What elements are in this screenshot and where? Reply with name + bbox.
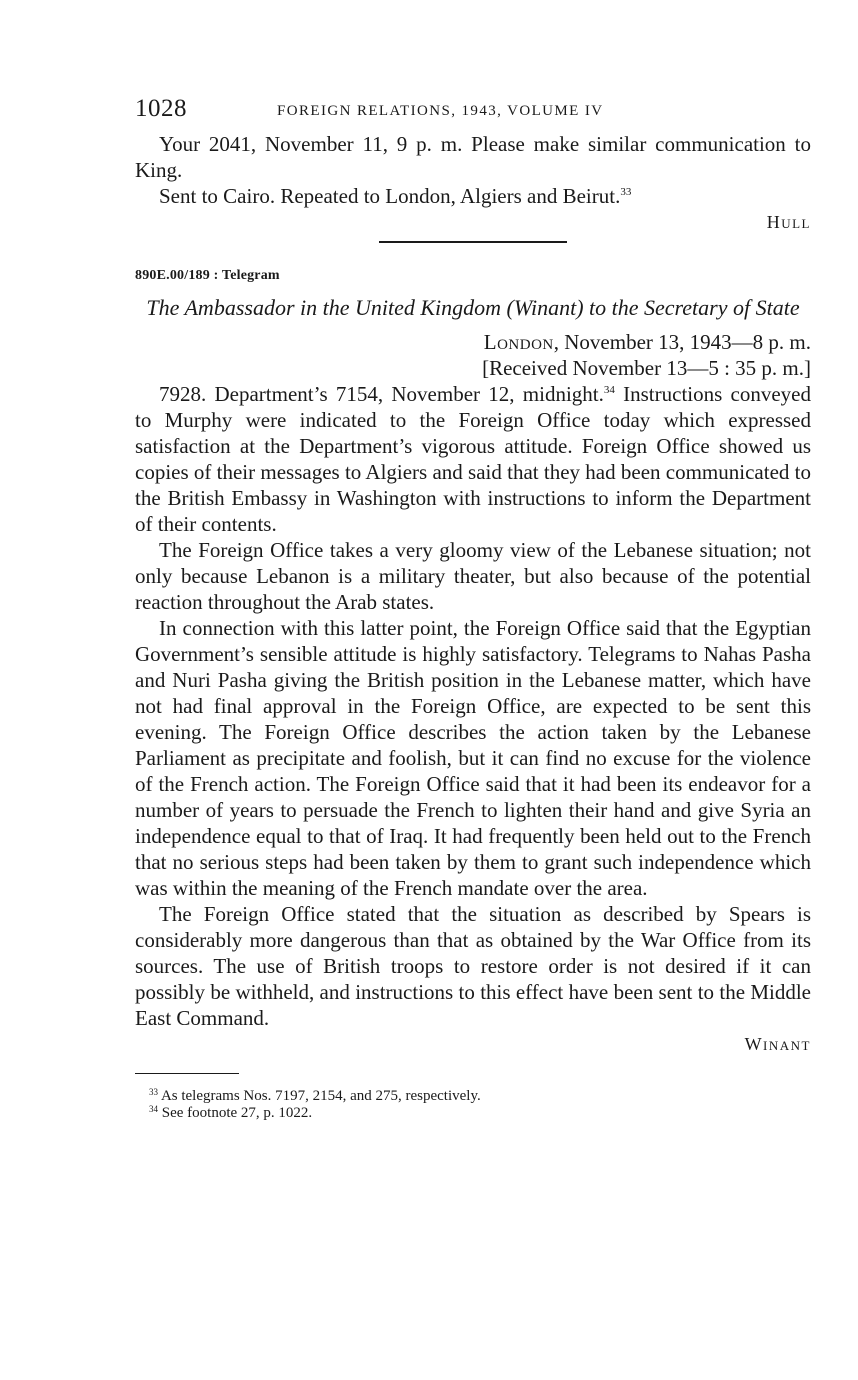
running-title: FOREIGN RELATIONS, 1943, VOLUME IV (277, 103, 604, 119)
footnote-34: $^{34}$ See footnote 27, p. 1022. (149, 1104, 313, 1121)
section-divider (379, 241, 567, 243)
page-number: 1028 (135, 95, 187, 122)
body-paragraph-3: In connection with this latter point, the Foreign Office said that the Egyptian Government’s sensible attitude is highly satisfactory. Telegrams to Nahas Pasha and Nuri Pasha giving the British position in the Lebanese matter, which have not had final approval in the Foreign Office, are expected to be sent this evening. The Foreign Office describes the action taken by the Lebanese Parliament as precipitate and foolish, but it can find no excuse for the violence of the French action. The Foreign Office said that it had been its endeavor for a number of years to persuade the French to lighten their hand and give Syria an independence equal to that of Iraq. It had frequently been held out to the French that no serious steps had been taken by them to grant such independence which was within the meaning of the French mandate over the area. (135, 616, 811, 900)
footnote-divider (135, 1073, 239, 1074)
document-page (135, 95, 811, 1122)
body-paragraph-4: The Foreign Office stated that the situation as described by Spears is considerably more dangerous than that as obtained by the War Office from its sources. The use of British troops to restore order is not desired if it can possibly be withheld, and instructions to this effect have been sent to the Middle East Command. (135, 902, 811, 1030)
footnote-ref-33: 33 (620, 186, 632, 198)
document-title: The Ambassador in the United Kingdom (Winant) to the Secretary of State (146, 295, 800, 320)
signature-hull: Hull (766, 212, 811, 232)
dateline-place: London (483, 330, 554, 354)
dateline (135, 329, 811, 355)
received-line: [Received November 13—5 : 35 p. m.] (482, 356, 811, 380)
footnote-ref-34: 34 (603, 384, 615, 396)
dateline-date: , November 13, 1943—8 p. m. (553, 330, 811, 354)
body-paragraph-2: The Foreign Office takes a very gloomy view of the Lebanese situation; not only because Lebanon is a military theater, but also because of the potential reaction throughout the Arab states. (135, 538, 811, 614)
previous-document-paragraph: Your 2041, November 11, 9 p. m. Please make similar communication to King. (135, 132, 811, 182)
signature-winant: Winant (744, 1034, 811, 1054)
file-reference: 890E.00/189 : Telegram (135, 268, 280, 283)
previous-document-distribution: Sent to Cairo. Repeated to London, Algiers and Beirut.$^{33}$ (159, 184, 632, 208)
running-head (135, 95, 811, 131)
body-paragraph-1: 7928. Department’s 7154, November 12, midnight.$^{34}$ Instructions conveyed to Murphy were indicated to the Foreign Office today which expressed satisfaction at the Department’s vigorous attitude. Foreign Office showed us copies of their messages to Algiers and said that they had been communicated to the British Embassy in Washington with instructions to inform the Department of their contents. (135, 382, 811, 536)
footnote-33: $^{33}$ As telegrams Nos. 7197, 2154, and 275, respectively. (149, 1087, 481, 1104)
